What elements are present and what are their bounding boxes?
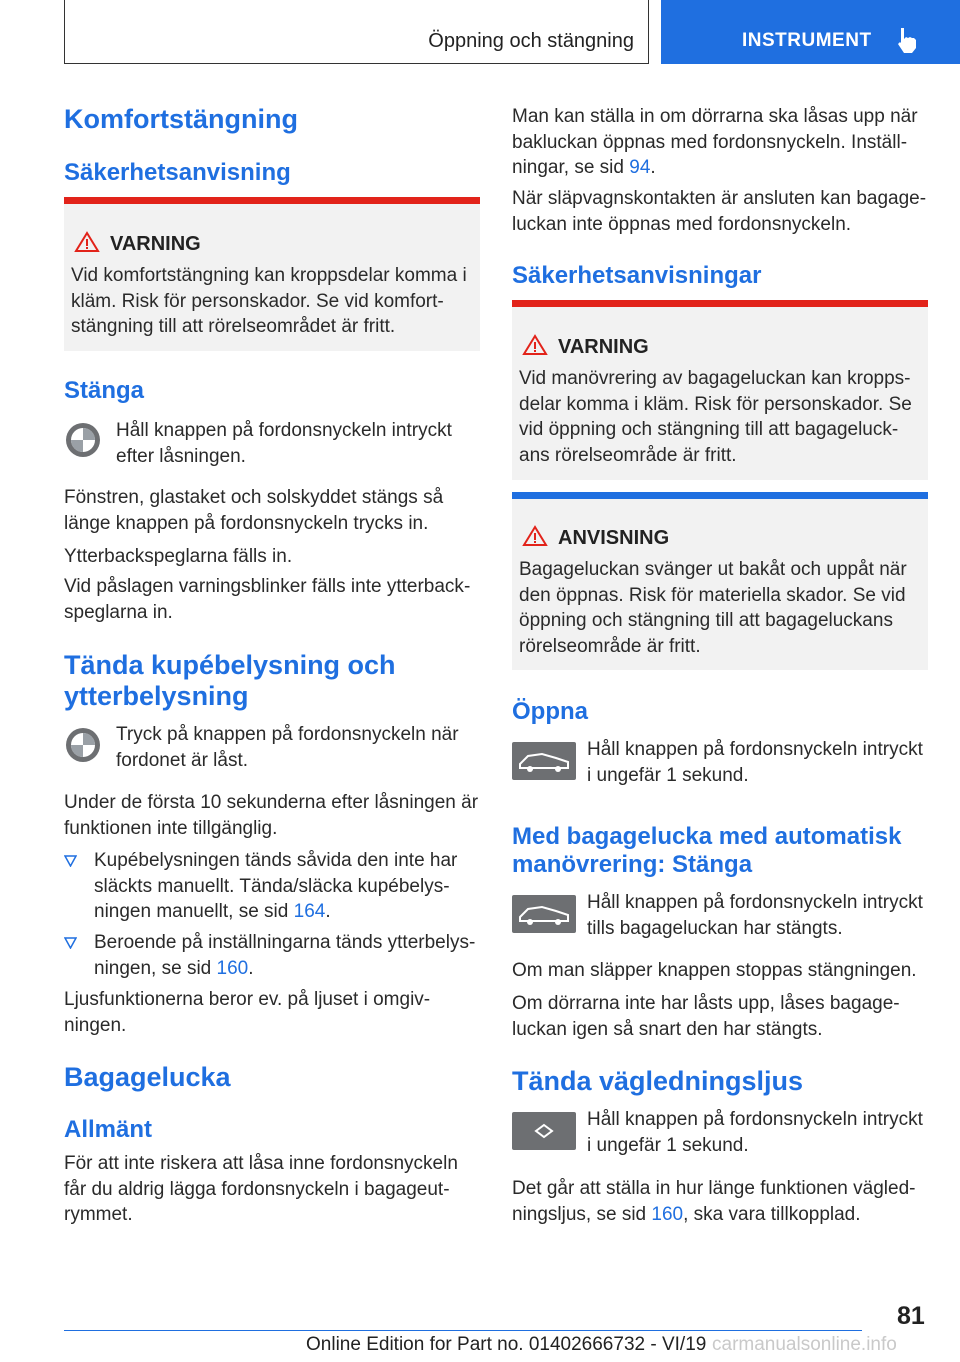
paragraph: När släpvagnskontakten är ansluten kan bagageluckan inte öppnas med fordonsnyckeln.: [512, 188, 927, 235]
trunk-open-button-icon: [512, 742, 576, 780]
heading-stanga: Stänga: [64, 377, 145, 404]
warning-box: [64, 197, 480, 351]
paragraph: Om dörrarna inte har låsts upp, låses bagageluckan igen så snart den har stängts.: [512, 993, 900, 1040]
page-link-160[interactable]: 160: [651, 1203, 684, 1225]
heading-bagagelucka: Bagagelucka: [64, 1062, 231, 1092]
warning-triangle-icon: [74, 231, 100, 253]
header-chapter-tab[interactable]: [661, 0, 960, 64]
page-link-160[interactable]: 160: [216, 957, 249, 979]
guide-instruction: Håll knappen på fordonsnyckeln intryckt i ungefär 1 sekund.: [587, 1109, 923, 1156]
warning-body: Vid manövrering av bagageluckan kan kroppsdelar komma i kläm. Risk för personskador. Se vid öppning och stängning till att bagageluckans rörelseområde är fritt.: [519, 368, 912, 466]
heading-allmant: Allmänt: [64, 1116, 153, 1143]
page-number: 81: [897, 1302, 925, 1330]
paragraph: Det går att ställa in hur länge funktionen vägledningsljus, se sid 160, ska vara tillkopplad.: [512, 1178, 916, 1225]
notice-body: Bagageluckan svänger ut bakåt och uppåt när den öppnas. Risk för materiella skador. Se vid öppning och stängning till att bagageluckans rörelseområde är fritt.: [519, 559, 907, 657]
trunk-close-button-icon: [512, 895, 576, 933]
page-link-94[interactable]: 94: [629, 157, 651, 178]
paragraph: Ytterbackspeglarna fälls in.: [64, 546, 293, 567]
header-section-title: Öppning och stängning: [428, 30, 634, 52]
guide-light-button-icon: [512, 1112, 576, 1150]
paragraph: Vid påslagen varningsblinker fälls inte ytterbackspeglarna in.: [64, 576, 471, 623]
stanga-instruction: Håll knappen på fordonsnyckeln intryckt efter låsningen.: [116, 420, 452, 467]
paragraph: Man kan ställa in om dörrarna ska låsas upp när bakluckan öppnas med fordonsnyckeln. Inställningar, se sid 94.: [512, 106, 918, 178]
heading-sakerhetsanvisning: Säkerhetsanvisning: [64, 159, 291, 186]
warning-title: VARNING: [558, 336, 649, 358]
pointing-hand-icon: [895, 26, 919, 54]
paragraph: För att inte riskera att låsa inne fordonsnyckeln får du aldrig lägga fordonsnyckeln i bagageutrymmet.: [64, 1153, 458, 1225]
paragraph: Under de första 10 sekunderna efter låsningen är funktionen inte tillgänglig.: [64, 792, 479, 839]
notice-triangle-icon: [522, 525, 548, 547]
paragraph: Fönstren, glastaket och solskyddet stängs så länge knappen på fordonsnyckeln trycks in.: [64, 487, 444, 534]
list-item: Beroende på inställningarna tänds ytterbelysningen, se sid 160.: [64, 930, 480, 981]
paragraph: Om man släpper knappen stoppas stängningen.: [512, 960, 917, 981]
warning-triangle-icon: [522, 334, 548, 356]
bmw-key-button-icon: [64, 726, 102, 764]
bmw-key-button-icon: [64, 421, 102, 459]
warning-title: VARNING: [110, 233, 201, 255]
header-section-tab: [64, 0, 649, 64]
auto-close-instruction: Håll knappen på fordonsnyckeln intryckt tills bagageluckan har stängts.: [587, 892, 923, 939]
heading-auto-stanga: Med bagagelucka med automatisk manövrering: Stänga: [512, 823, 902, 878]
footer-divider: [64, 1330, 862, 1331]
watermark: carmanualsonline.info: [712, 1334, 897, 1355]
page-link-164[interactable]: 164: [293, 901, 326, 922]
header-chapter-title: INSTRUMENT: [742, 30, 872, 51]
warning-box: [512, 300, 928, 480]
lights-instruction: Tryck på knappen på fordonsnyckeln när fordonet är låst.: [116, 724, 459, 771]
open-instruction: Håll knappen på fordonsnyckeln intryckt i ungefär 1 sekund.: [587, 739, 923, 786]
bullet-triangle-icon: [64, 937, 77, 949]
heading-vagledningsljus: Tända vägledningsljus: [512, 1066, 804, 1096]
heading-kupebelysning: Tända kupébelysning och ytterbelysning: [64, 650, 396, 711]
bullet-triangle-icon: [64, 855, 77, 867]
footer-edition: Online Edition for Part no. 01402666732 - VI/19: [306, 1334, 707, 1355]
warning-body: Vid komfortstängning kan kroppsdelar komma i kläm. Risk för personskador. Se vid komfortstängning till att rörelseområdet är fritt.: [71, 265, 467, 337]
heading-komfortstangning: Komfortstängning: [64, 104, 298, 134]
notice-box: [512, 492, 928, 670]
heading-sakerhetsanvisningar: Säkerhetsanvisningar: [512, 262, 762, 289]
paragraph: Ljusfunktionerna beror ev. på ljuset i omgivningen.: [64, 989, 431, 1036]
list-item: Kupébelysningen tänds såvida den inte har släckts manuellt. Tända/släcka kupébelysningen manuellt, se sid 164.: [64, 848, 480, 925]
notice-title: ANVISNING: [558, 527, 670, 549]
heading-oppna: Öppna: [512, 698, 588, 725]
